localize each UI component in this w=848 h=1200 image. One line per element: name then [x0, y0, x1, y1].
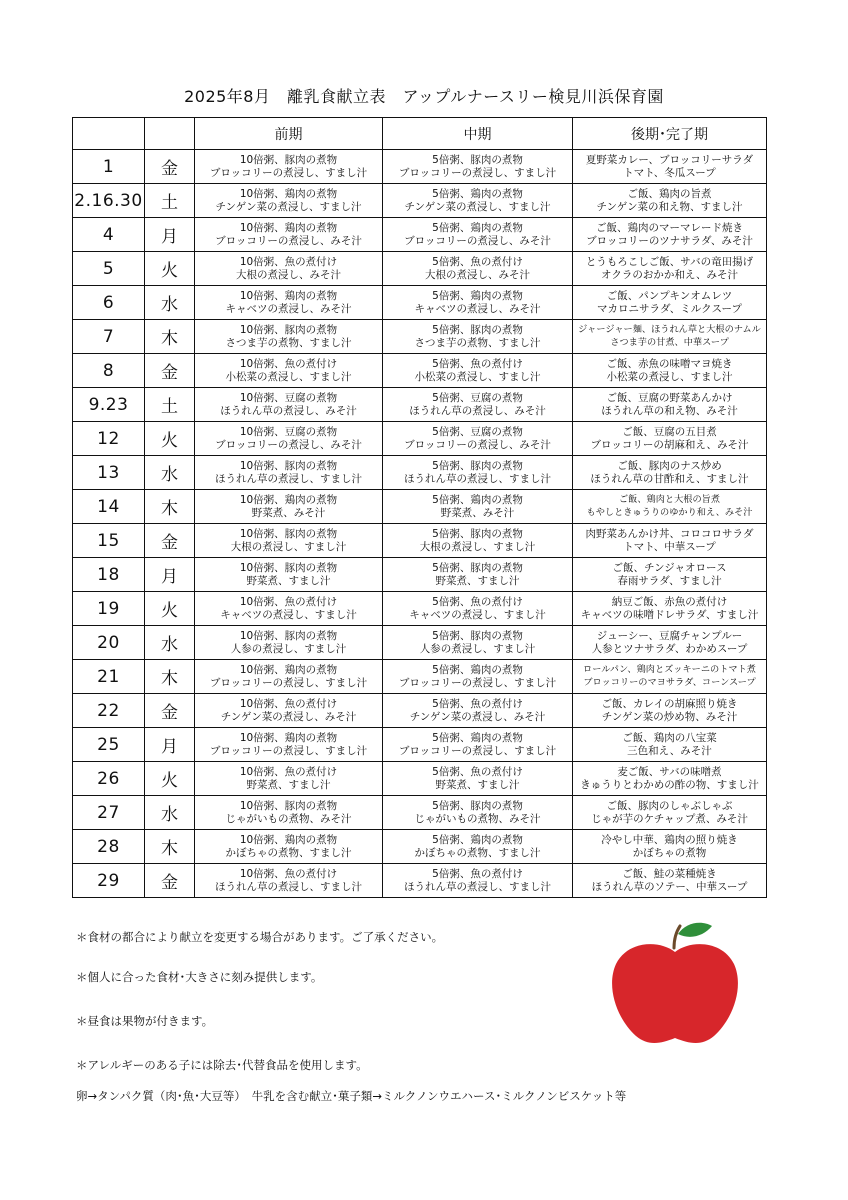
- table-row: [73, 830, 767, 864]
- weekday-cell: 火: [145, 422, 195, 456]
- menu-table: [72, 117, 767, 898]
- menu-line: ブロッコリーの煮浸し、すまし汁: [209, 166, 368, 179]
- menu-line: 5倍粥、鶏肉の煮物: [432, 290, 523, 302]
- table-row: [73, 252, 767, 286]
- note-portion: ＊個人に合った食材･大きさに刻み提供します。: [76, 970, 323, 984]
- middle-stage-cell: [383, 694, 573, 728]
- late-stage-cell: [573, 558, 767, 592]
- menu-line: かぼちゃの煮物、すまし汁: [414, 846, 541, 859]
- menu-line: ほうれん草のソテー、中華スープ: [591, 880, 748, 893]
- middle-stage-cell: [383, 660, 573, 694]
- menu-line: さつま芋の煮物、すまし汁: [225, 336, 352, 349]
- early-stage-cell: [195, 592, 383, 626]
- late-stage-cell: [573, 728, 767, 762]
- menu-line: 人参とツナサラダ、わかめスープ: [591, 642, 748, 655]
- menu-line: じゃが芋のケチャップ煮、みそ汁: [591, 812, 748, 825]
- menu-line: 大根の煮浸し、すまし汁: [419, 540, 536, 553]
- middle-stage-cell: [383, 456, 573, 490]
- menu-line: ほうれん草の煮浸し、すまし汁: [215, 472, 362, 485]
- menu-line: 5倍粥、魚の煮付け: [432, 698, 523, 710]
- late-stage-cell: [573, 422, 767, 456]
- early-stage-cell: [195, 660, 383, 694]
- menu-line: 5倍粥、鶏肉の煮物: [432, 664, 523, 676]
- weekday-cell: 火: [145, 252, 195, 286]
- menu-line: ほうれん草の煮浸し、すまし汁: [404, 472, 551, 485]
- menu-line: ご飯、鶏肉と大根の旨煮: [618, 494, 721, 505]
- menu-line: 10倍粥、魚の煮付け: [239, 868, 338, 880]
- menu-line: 10倍粥、鶏肉の煮物: [239, 494, 338, 506]
- menu-line: ブロッコリーのマヨサラダ、コーンスープ: [583, 676, 756, 688]
- date-cell: 29: [73, 864, 145, 898]
- middle-stage-cell: [383, 150, 573, 184]
- date-cell: 9.23: [73, 388, 145, 422]
- early-stage-cell: [195, 388, 383, 422]
- menu-line: 10倍粥、魚の煮付け: [239, 766, 338, 778]
- table-row: [73, 694, 767, 728]
- middle-stage-cell: [383, 728, 573, 762]
- date-cell: 25: [73, 728, 145, 762]
- late-stage-cell: [573, 524, 767, 558]
- middle-stage-cell: [383, 354, 573, 388]
- menu-line: 5倍粥、鶏肉の煮物: [432, 732, 523, 744]
- date-cell: 14: [73, 490, 145, 524]
- menu-line: 野菜煮、すまし汁: [246, 778, 331, 791]
- header-early-stage: 前期: [195, 118, 383, 150]
- weekday-cell: 水: [145, 286, 195, 320]
- menu-line: ほうれん草の甘酢和え、すまし汁: [590, 472, 749, 485]
- weekday-cell: 金: [145, 524, 195, 558]
- menu-line: 大根の煮浸し、みそ汁: [236, 268, 341, 281]
- menu-line: ブロッコリーの煮浸し、みそ汁: [404, 234, 551, 247]
- menu-line: 人参の煮浸し、すまし汁: [230, 642, 347, 655]
- menu-line: キャベツの煮浸し、みそ汁: [414, 302, 541, 315]
- menu-line: チンゲン菜の炒め物、みそ汁: [601, 710, 738, 723]
- menu-line: 5倍粥、鶏肉の煮物: [432, 494, 523, 506]
- menu-line: 5倍粥、豚肉の煮物: [432, 562, 523, 574]
- late-stage-cell: [573, 184, 767, 218]
- menu-line: 10倍粥、鶏肉の煮物: [239, 664, 338, 676]
- early-stage-cell: [195, 320, 383, 354]
- header-late-stage: 後期･完了期: [573, 118, 767, 150]
- weekday-cell: 木: [145, 490, 195, 524]
- menu-line: ご飯、チンジャオロース: [612, 562, 727, 574]
- late-stage-cell: [573, 864, 767, 898]
- middle-stage-cell: [383, 524, 573, 558]
- menu-line: 野菜煮、みそ汁: [251, 506, 326, 519]
- late-stage-cell: [573, 592, 767, 626]
- menu-line: キャベツの味噌ドレサラダ、すまし汁: [580, 608, 759, 621]
- table-row: [73, 524, 767, 558]
- menu-line: 5倍粥、魚の煮付け: [432, 358, 523, 370]
- date-cell: 13: [73, 456, 145, 490]
- menu-line: ほうれん草の煮浸し、みそ汁: [409, 404, 546, 417]
- early-stage-cell: [195, 286, 383, 320]
- early-stage-cell: [195, 864, 383, 898]
- table-row: [73, 286, 767, 320]
- weekday-cell: 水: [145, 796, 195, 830]
- date-cell: 27: [73, 796, 145, 830]
- middle-stage-cell: [383, 388, 573, 422]
- apple-icon: [608, 918, 744, 1048]
- date-cell: 22: [73, 694, 145, 728]
- header-row: [73, 118, 767, 150]
- menu-line: 5倍粥、豚肉の煮物: [432, 528, 523, 540]
- middle-stage-cell: [383, 626, 573, 660]
- menu-line: ブロッコリーのツナサラダ、みそ汁: [586, 234, 753, 247]
- menu-line: チンゲン菜の和え物、すまし汁: [596, 200, 743, 213]
- menu-line: 5倍粥、豆腐の煮物: [432, 426, 523, 438]
- early-stage-cell: [195, 830, 383, 864]
- early-stage-cell: [195, 252, 383, 286]
- menu-line: ご飯、カレイの胡麻照り焼き: [601, 698, 738, 710]
- menu-line: ご飯、鶏肉の八宝菜: [622, 732, 717, 744]
- date-cell: 8: [73, 354, 145, 388]
- header-middle-stage: 中期: [383, 118, 573, 150]
- middle-stage-cell: [383, 252, 573, 286]
- early-stage-cell: [195, 524, 383, 558]
- table-row: [73, 660, 767, 694]
- menu-line: ブロッコリーの煮浸し、すまし汁: [209, 676, 368, 689]
- date-cell: 5: [73, 252, 145, 286]
- weekday-cell: 木: [145, 320, 195, 354]
- menu-line: 10倍粥、鶏肉の煮物: [239, 732, 338, 744]
- menu-line: 大根の煮浸し、みそ汁: [425, 268, 530, 281]
- late-stage-cell: [573, 694, 767, 728]
- weekday-cell: 木: [145, 660, 195, 694]
- menu-line: トマト、冬瓜スープ: [623, 166, 716, 179]
- menu-line: ご飯、豚肉のしゃぶしゃぶ: [606, 800, 733, 812]
- middle-stage-cell: [383, 558, 573, 592]
- middle-stage-cell: [383, 762, 573, 796]
- middle-stage-cell: [383, 184, 573, 218]
- menu-line: 5倍粥、鶏肉の煮物: [432, 834, 523, 846]
- menu-line: 5倍粥、鶏肉の煮物: [432, 222, 523, 234]
- weekday-cell: 土: [145, 388, 195, 422]
- menu-line: 5倍粥、豚肉の煮物: [432, 460, 523, 472]
- late-stage-cell: [573, 150, 767, 184]
- header-weekday: [145, 118, 195, 150]
- table-row: [73, 490, 767, 524]
- table-row: [73, 218, 767, 252]
- middle-stage-cell: [383, 796, 573, 830]
- middle-stage-cell: [383, 864, 573, 898]
- menu-line: ご飯、鮭の菜種焼き: [622, 868, 717, 880]
- menu-line: もやしときゅうりのゆかり和え、みそ汁: [586, 506, 753, 518]
- table-row: [73, 864, 767, 898]
- menu-line: 5倍粥、豚肉の煮物: [432, 154, 523, 166]
- menu-line: 5倍粥、魚の煮付け: [432, 256, 523, 268]
- menu-line: 麦ご飯、サバの味噌煮: [617, 766, 722, 778]
- note-allergy: ＊アレルギーのある子には除去･代替食品を使用します。: [76, 1058, 368, 1072]
- late-stage-cell: [573, 354, 767, 388]
- apple-leaf: [678, 923, 712, 937]
- menu-line: ご飯、豆腐の野菜あんかけ: [606, 392, 733, 404]
- menu-line: 10倍粥、豚肉の煮物: [239, 460, 338, 472]
- weekday-cell: 金: [145, 694, 195, 728]
- apple-stem: [674, 926, 680, 948]
- weekday-cell: 火: [145, 592, 195, 626]
- menu-line: かぼちゃの煮物: [632, 846, 707, 859]
- late-stage-cell: [573, 286, 767, 320]
- menu-line: 10倍粥、豚肉の煮物: [239, 562, 338, 574]
- table-row: [73, 456, 767, 490]
- date-cell: 26: [73, 762, 145, 796]
- note-menu-change: ＊食材の都合により献立を変更する場合があります。ご了承ください。: [76, 930, 444, 944]
- late-stage-cell: [573, 796, 767, 830]
- middle-stage-cell: [383, 286, 573, 320]
- menu-line: キャベツの煮浸し、みそ汁: [225, 302, 352, 315]
- table-row: [73, 728, 767, 762]
- early-stage-cell: [195, 762, 383, 796]
- early-stage-cell: [195, 456, 383, 490]
- menu-line: 野菜煮、すまし汁: [246, 574, 331, 587]
- menu-line: キャベツの煮浸し、すまし汁: [220, 608, 357, 621]
- menu-line: マカロニサラダ、ミルクスープ: [597, 302, 742, 315]
- menu-line: ほうれん草の煮浸し、みそ汁: [220, 404, 357, 417]
- menu-line: ブロッコリーの煮浸し、すまし汁: [398, 744, 557, 757]
- early-stage-cell: [195, 558, 383, 592]
- menu-line: ブロッコリーの煮浸し、すまし汁: [398, 676, 557, 689]
- menu-line: 10倍粥、魚の煮付け: [239, 358, 338, 370]
- late-stage-cell: [573, 320, 767, 354]
- menu-line: 10倍粥、豆腐の煮物: [239, 392, 338, 404]
- early-stage-cell: [195, 184, 383, 218]
- table-row: [73, 150, 767, 184]
- late-stage-cell: [573, 626, 767, 660]
- menu-line: ご飯、パンプキンオムレツ: [606, 290, 733, 302]
- menu-line: じゃがいもの煮物、みそ汁: [225, 812, 352, 825]
- menu-line: かぼちゃの煮物、すまし汁: [225, 846, 352, 859]
- date-cell: 28: [73, 830, 145, 864]
- menu-line: じゃがいもの煮物、みそ汁: [414, 812, 541, 825]
- table-row: [73, 320, 767, 354]
- table-row: [73, 762, 767, 796]
- menu-line: 10倍粥、豚肉の煮物: [239, 630, 338, 642]
- menu-line: ロールパン、鶏肉とズッキーニのトマト煮: [583, 664, 756, 675]
- menu-line: ご飯、赤魚の味噌マヨ焼き: [606, 358, 733, 370]
- menu-line: 5倍粥、鶏肉の煮物: [432, 188, 523, 200]
- menu-line: 5倍粥、魚の煮付け: [432, 766, 523, 778]
- early-stage-cell: [195, 150, 383, 184]
- menu-line: チンゲン菜の煮浸し、みそ汁: [220, 710, 357, 723]
- middle-stage-cell: [383, 490, 573, 524]
- weekday-cell: 月: [145, 558, 195, 592]
- middle-stage-cell: [383, 592, 573, 626]
- late-stage-cell: [573, 252, 767, 286]
- late-stage-cell: [573, 490, 767, 524]
- table-row: [73, 796, 767, 830]
- early-stage-cell: [195, 422, 383, 456]
- menu-line: ブロッコリーの煮浸し、すまし汁: [209, 744, 368, 757]
- menu-line: 5倍粥、豚肉の煮物: [432, 630, 523, 642]
- menu-line: 大根の煮浸し、すまし汁: [230, 540, 347, 553]
- late-stage-cell: [573, 762, 767, 796]
- weekday-cell: 木: [145, 830, 195, 864]
- middle-stage-cell: [383, 830, 573, 864]
- early-stage-cell: [195, 728, 383, 762]
- weekday-cell: 金: [145, 354, 195, 388]
- date-cell: 4: [73, 218, 145, 252]
- menu-line: 夏野菜カレー、ブロッコリーサラダ: [585, 154, 754, 166]
- menu-line: 三色和え、みそ汁: [627, 744, 712, 757]
- weekday-cell: 月: [145, 728, 195, 762]
- weekday-cell: 土: [145, 184, 195, 218]
- menu-line: ブロッコリーの胡麻和え、みそ汁: [590, 438, 749, 451]
- menu-line: 5倍粥、魚の煮付け: [432, 868, 523, 880]
- weekday-cell: 月: [145, 218, 195, 252]
- menu-line: ほうれん草の和え物、みそ汁: [601, 404, 738, 417]
- menu-line: チンゲン菜の煮浸し、すまし汁: [404, 200, 551, 213]
- menu-line: さつま芋の甘煮、中華スープ: [610, 336, 729, 348]
- weekday-cell: 水: [145, 456, 195, 490]
- menu-line: 小松菜の煮浸し、すまし汁: [606, 370, 733, 383]
- date-cell: 1: [73, 150, 145, 184]
- table-row: [73, 422, 767, 456]
- menu-line: 10倍粥、魚の煮付け: [239, 596, 338, 608]
- date-cell: 7: [73, 320, 145, 354]
- date-cell: 15: [73, 524, 145, 558]
- early-stage-cell: [195, 354, 383, 388]
- late-stage-cell: [573, 218, 767, 252]
- weekday-cell: 火: [145, 762, 195, 796]
- menu-line: ジューシー、豆腐チャンプルー: [596, 630, 743, 642]
- menu-line: ご飯、鶏肉のマーマレード焼き: [596, 222, 743, 234]
- menu-line: きゅうりとわかめの酢の物、すまし汁: [580, 778, 759, 791]
- menu-line: 10倍粥、豚肉の煮物: [239, 324, 338, 336]
- date-cell: 18: [73, 558, 145, 592]
- table-row: [73, 388, 767, 422]
- date-cell: 21: [73, 660, 145, 694]
- early-stage-cell: [195, 694, 383, 728]
- weekday-cell: 金: [145, 150, 195, 184]
- menu-line: 野菜煮、すまし汁: [435, 778, 520, 791]
- weekday-cell: 金: [145, 864, 195, 898]
- menu-line: チンゲン菜の煮浸し、すまし汁: [215, 200, 362, 213]
- menu-line: 10倍粥、魚の煮付け: [239, 698, 338, 710]
- menu-line: 野菜煮、すまし汁: [435, 574, 520, 587]
- menu-line: 5倍粥、豆腐の煮物: [432, 392, 523, 404]
- page-title: 2025年8月 離乳食献立表 アップルナースリー検見川浜保育園: [184, 87, 664, 106]
- header-date: [73, 118, 145, 150]
- menu-line: ご飯、豆腐の五目煮: [622, 426, 717, 438]
- menu-line: 野菜煮、みそ汁: [440, 506, 515, 519]
- menu-line: 小松菜の煮浸し、すまし汁: [225, 370, 352, 383]
- menu-line: 10倍粥、鶏肉の煮物: [239, 834, 338, 846]
- menu-line: キャベツの煮浸し、すまし汁: [409, 608, 546, 621]
- menu-line: 10倍粥、豆腐の煮物: [239, 426, 338, 438]
- menu-line: 春雨サラダ、すまし汁: [617, 574, 722, 587]
- menu-line: トマト、中華スープ: [623, 540, 716, 553]
- apple-body: [612, 944, 738, 1043]
- late-stage-cell: [573, 660, 767, 694]
- menu-line: 10倍粥、豚肉の煮物: [239, 800, 338, 812]
- menu-line: 冷やし中華、鶏肉の照り焼き: [601, 834, 738, 846]
- menu-line: 10倍粥、豚肉の煮物: [239, 528, 338, 540]
- table-row: [73, 558, 767, 592]
- menu-line: さつま芋の煮物、すまし汁: [414, 336, 541, 349]
- late-stage-cell: [573, 456, 767, 490]
- menu-line: 10倍粥、魚の煮付け: [239, 256, 338, 268]
- menu-line: 肉野菜あんかけ丼、コロコロサラダ: [585, 528, 754, 540]
- menu-line: オクラのおかか和え、みそ汁: [601, 268, 738, 281]
- middle-stage-cell: [383, 218, 573, 252]
- early-stage-cell: [195, 218, 383, 252]
- menu-line: 人参の煮浸し、すまし汁: [419, 642, 536, 655]
- date-cell: 2.16.30: [73, 184, 145, 218]
- menu-line: 10倍粥、豚肉の煮物: [239, 154, 338, 166]
- middle-stage-cell: [383, 320, 573, 354]
- early-stage-cell: [195, 626, 383, 660]
- menu-line: チンゲン菜の煮浸し、みそ汁: [409, 710, 546, 723]
- menu-line: ご飯、豚肉のナス炒め: [617, 460, 722, 472]
- menu-line: ブロッコリーの煮浸し、すまし汁: [398, 166, 557, 179]
- menu-line: 5倍粥、豚肉の煮物: [432, 800, 523, 812]
- menu-line: ほうれん草の煮浸し、すまし汁: [215, 880, 362, 893]
- date-cell: 19: [73, 592, 145, 626]
- table-row: [73, 592, 767, 626]
- menu-line: ほうれん草の煮浸し、すまし汁: [404, 880, 551, 893]
- table-row: [73, 626, 767, 660]
- menu-line: とうもろこしご飯、サバの竜田揚げ: [585, 256, 754, 268]
- table-row: [73, 184, 767, 218]
- menu-line: ブロッコリーの煮浸し、みそ汁: [404, 438, 551, 451]
- weekday-cell: 水: [145, 626, 195, 660]
- menu-line: 10倍粥、鶏肉の煮物: [239, 188, 338, 200]
- menu-line: 10倍粥、鶏肉の煮物: [239, 290, 338, 302]
- menu-line: ジャージャー麺、ほうれん草と大根のナムル: [578, 324, 761, 335]
- early-stage-cell: [195, 796, 383, 830]
- menu-line: 5倍粥、魚の煮付け: [432, 596, 523, 608]
- date-cell: 6: [73, 286, 145, 320]
- menu-line: 10倍粥、鶏肉の煮物: [239, 222, 338, 234]
- middle-stage-cell: [383, 422, 573, 456]
- late-stage-cell: [573, 388, 767, 422]
- table-row: [73, 354, 767, 388]
- date-cell: 20: [73, 626, 145, 660]
- menu-line: ブロッコリーの煮浸し、みそ汁: [215, 438, 362, 451]
- menu-line: 5倍粥、豚肉の煮物: [432, 324, 523, 336]
- menu-line: ご飯、鶏肉の旨煮: [627, 188, 712, 200]
- late-stage-cell: [573, 830, 767, 864]
- note-substitutes: 卵→タンパク質（肉･魚･大豆等） 牛乳を含む献立･菓子類→ミルクノンウエハース･ミルクノンビスケット等: [76, 1089, 627, 1103]
- date-cell: 12: [73, 422, 145, 456]
- menu-line: 小松菜の煮浸し、すまし汁: [414, 370, 541, 383]
- menu-line: 納豆ご飯、赤魚の煮付け: [611, 596, 728, 608]
- early-stage-cell: [195, 490, 383, 524]
- menu-line: ブロッコリーの煮浸し、みそ汁: [215, 234, 362, 247]
- note-fruit: ＊昼食は果物が付きます。: [76, 1014, 214, 1028]
